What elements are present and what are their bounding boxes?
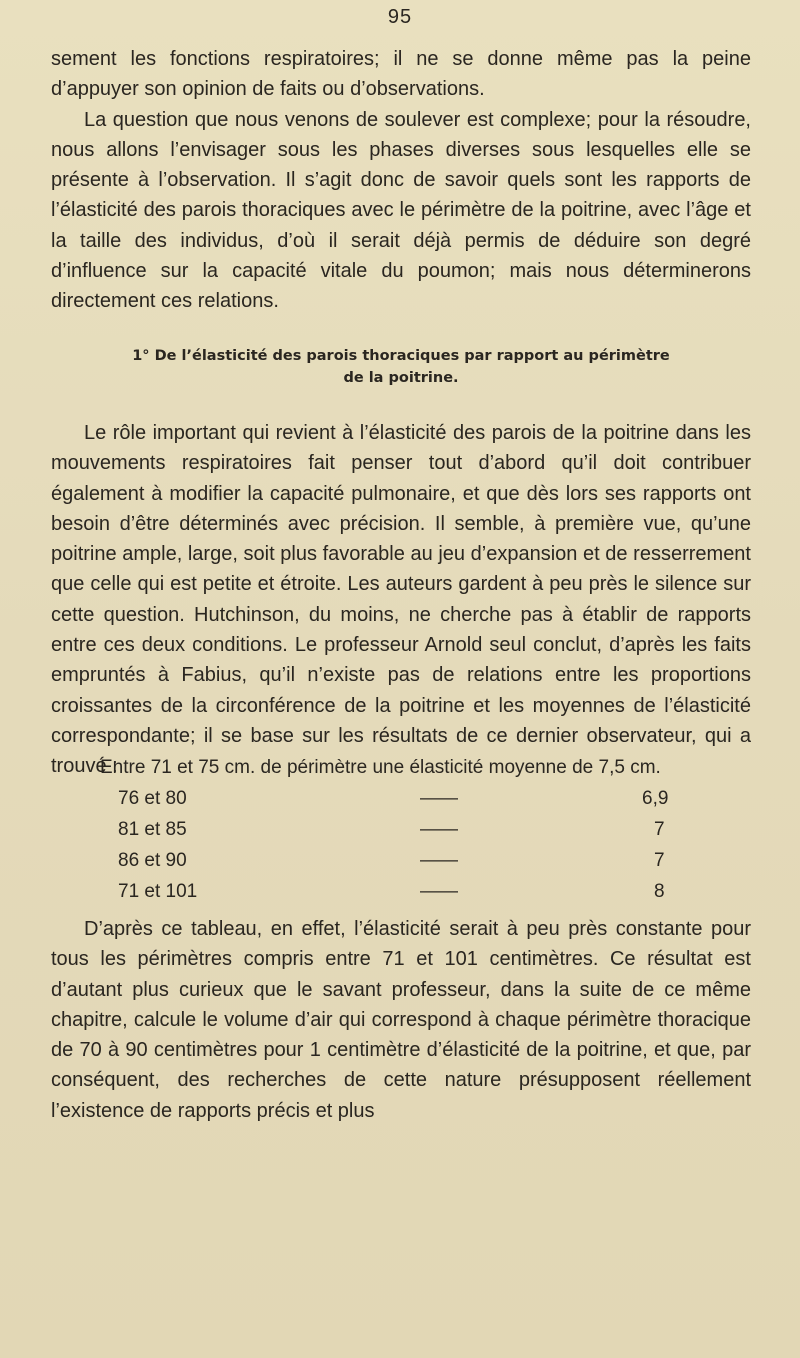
table-range: 71 et 101	[118, 881, 198, 902]
section-heading	[51, 345, 751, 389]
table-row	[100, 783, 740, 814]
table-value: 8	[654, 881, 665, 902]
paragraph-continuation: sement les fonctions respiratoires; il ne se donne même pas la peine d’appuyer son opinion de faits ou d’observations.	[51, 48, 751, 101]
table-row	[100, 876, 740, 907]
table-dash: ——	[420, 881, 458, 902]
table-row	[100, 814, 740, 845]
table-value: 7	[654, 850, 665, 871]
paragraph-conclusion	[51, 914, 751, 1126]
table-range: 86 et 90	[118, 850, 187, 871]
opening-text	[51, 44, 751, 317]
paragraph-text: Le rôle important qui revient à l’élasticité des parois de la poitrine dans les mouvements respiratoires fait penser tout d’abord qu’il doit contribuer également à modifier la capacité pulmonaire, et que dès lors ses rapports ont besoin d’être déterminés avec précision. Il semble, à première vue, qu’une poitrine ample, large, soit plus favorable au jeu d’expansion et de resserrement que celle qui est petite et étroite. Les auteurs gardent à peu près le silence sur cette question. Hutchinson, du moins, ne cherche pas à établir de rapports entre ces deux conditions. Le professeur Arnold seul conclut, d’après les faits empruntés à Fabius, qu’il n’existe pas de relations entre les proportions croissantes de la circonférence de la poitrine et les moyennes de l’élasticité correspondante; il se base sur les résultats de ce dernier observateur, qui a trouvé :	[51, 422, 751, 778]
table-value: 6,9	[642, 788, 669, 809]
section-heading-line-1: 1° De l’élasticité des parois thoraciques par rapport au périmètre	[132, 348, 670, 364]
table-dash: ——	[420, 819, 458, 840]
table-row	[100, 752, 740, 783]
table-range: 81 et 85	[118, 819, 187, 840]
section-heading-line-2: de la poitrine.	[343, 370, 459, 386]
paragraph-text: D’après ce tableau, en effet, l’élasticité serait à peu près constante pour tous les périmètres compris entre 71 et 101 centimètres. Ce résultat est d’autant plus curieux que le savant professeur, dans la suite de ce même chapitre, calcule le volume d’air qui correspond à chaque périmètre thoracique de 70 à 90 centimètres pour 1 centimètre d’élasticité de la poitrine, et que, par conséquent, des recherches de cette nature présupposent réellement l’existence de rapports précis et plus	[51, 918, 751, 1122]
paragraph-question: La question que nous venons de soulever est complexe; pour la résoudre, nous allons l’envisager sous les phases diverses sous lesquelles elle se présente à l’observation. Il s’agit donc de savoir quels sont les rapports de l’élasticité des parois thoraciques avec le périmètre de la poitrine, avec l’âge et la taille des individus, d’où il serait déjà permis de déduire son degré d’influence sur la capacité vitale du poumon; mais nous déterminerons directement ces relations.	[51, 108, 751, 313]
paragraph-elasticity	[51, 418, 751, 782]
elasticity-table	[100, 752, 740, 907]
table-row	[100, 845, 740, 876]
table-range: 76 et 80	[118, 788, 187, 809]
table-value: 7	[654, 819, 665, 840]
table-first-row: Entre 71 et 75 cm. de périmètre une élasticité moyenne de 7,5 cm.	[100, 757, 661, 778]
page-number: 95	[387, 6, 413, 28]
table-dash: ——	[420, 788, 458, 809]
table-dash: ——	[420, 850, 458, 871]
